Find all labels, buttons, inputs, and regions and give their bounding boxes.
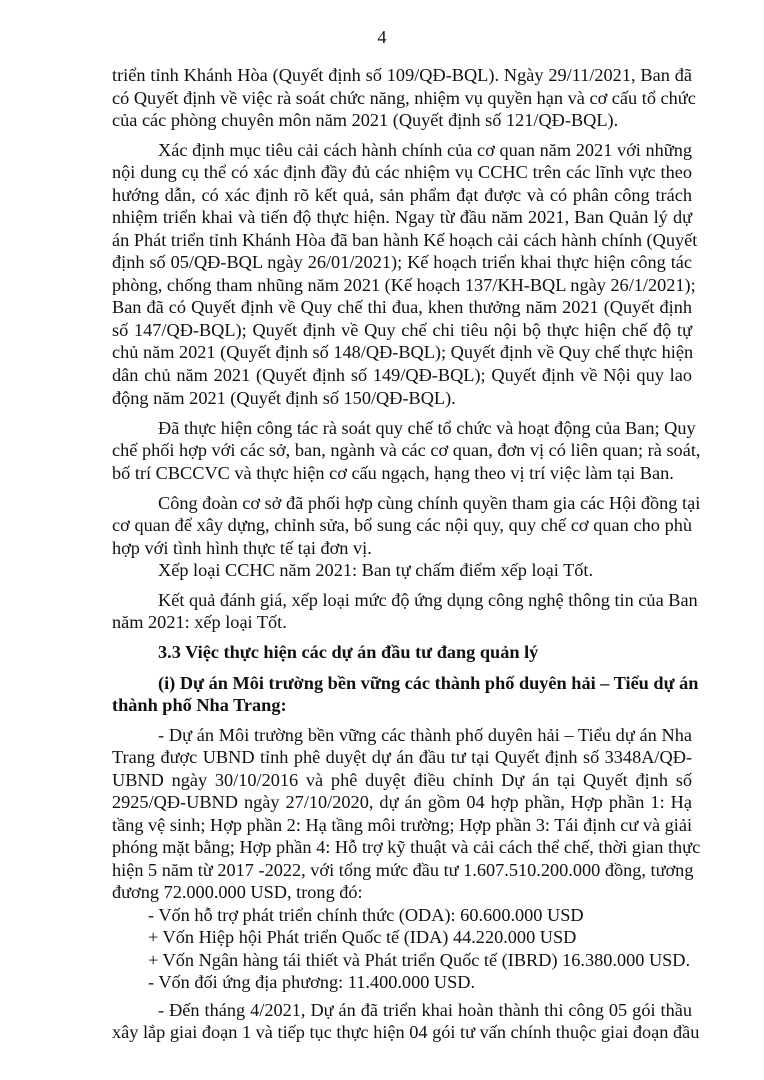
paragraph-first-line: Xếp loại CCHC năm 2021: Ban tự chấm điểm xếp loại Tốt. xyxy=(158,560,594,580)
funding-list-item: + Vốn Hiệp hội Phát triển Quốc tế (IDA) 44.220.000 USD xyxy=(148,927,577,947)
text-line: xây lắp giai đoạn 1 và tiếp tục thực hiện 04 gói tư vấn chính thuộc giai đoạn đầu xyxy=(112,1022,700,1042)
text-line: định số 05/QĐ-BQL ngày 26/01/2021); Kế hoạch triển khai thực hiện công tác xyxy=(112,252,692,272)
paragraph-first-line: - Dự án Môi trường bền vững các thành phố duyên hải – Tiểu dự án Nha xyxy=(158,725,692,745)
text-line: chế phối hợp với các sở, ban, ngành và các cơ quan, đơn vị có liên quan; rà soát, xyxy=(112,440,701,460)
paragraph-first-line: Công đoàn cơ sở đã phối hợp cùng chính quyền tham gia các Hội đồng tại xyxy=(158,493,701,513)
text-line: án Phát triển tỉnh Khánh Hòa đã ban hành Kế hoạch cải cách hành chính (Quyết xyxy=(112,230,698,250)
text-line: tầng vệ sinh; Hợp phần 2: Hạ tầng môi trường; Hợp phần 3: Tái định cư và giải xyxy=(112,815,693,835)
page-number: 4 xyxy=(377,27,387,47)
text-line: UBND ngày 30/10/2016 và phê duyệt điều chỉnh Dự án tại Quyết định số xyxy=(112,770,692,790)
text-line: 2925/QĐ-UBND ngày 27/10/2020, dự án gồm 04 hợp phần, Hợp phần 1: Hạ xyxy=(112,792,692,812)
text-line: bố trí CBCCVC và thực hiện cơ cấu ngạch, hạng theo vị trí việc làm tại Ban. xyxy=(112,463,674,483)
text-line: số 147/QĐ-BQL); Quyết định về Quy chế chi tiêu nội bộ thực hiện chế độ tự xyxy=(112,320,692,340)
text-line: đương 72.000.000 USD, trong đó: xyxy=(112,882,363,902)
text-line: của các phòng chuyên môn năm 2021 (Quyết định số 121/QĐ-BQL). xyxy=(112,110,619,130)
text-line: chủ năm 2021 (Quyết định số 148/QĐ-BQL); Quyết định về Quy chế thực hiện xyxy=(112,342,694,362)
paragraph-first-line: Đã thực hiện công tác rà soát quy chế tổ chức và hoạt động của Ban; Quy xyxy=(158,418,696,438)
text-line: triển tỉnh Khánh Hòa (Quyết định số 109/QĐ-BQL). Ngày 29/11/2021, Ban đã xyxy=(112,65,692,85)
subsection-heading: (i) Dự án Môi trường bền vững các thành phố duyên hải – Tiểu dự án xyxy=(158,673,699,693)
section-heading: 3.3 Việc thực hiện các dự án đầu tư đang quản lý xyxy=(158,642,539,662)
text-line: hợp với tình hình thực tế tại đơn vị. xyxy=(112,538,372,558)
text-line: phòng, chống tham nhũng năm 2021 (Kế hoạch 137/KH-BQL ngày 26/1/2021); xyxy=(112,275,696,295)
paragraph-first-line: Xác định mục tiêu cải cách hành chính của cơ quan năm 2021 với những xyxy=(158,140,692,160)
paragraph-first-line: - Đến tháng 4/2021, Dự án đã triển khai hoàn thành thi công 05 gói thầu xyxy=(158,1000,692,1020)
text-line: Ban đã có Quyết định về Quy chế thi đua, khen thưởng năm 2021 (Quyết định xyxy=(112,297,692,317)
funding-list-item: - Vốn đối ứng địa phương: 11.400.000 USD. xyxy=(148,972,476,992)
text-line: phóng mặt bằng; Hợp phần 4: Hỗ trợ kỹ thuật và cải cách thể chế, thời gian thực xyxy=(112,837,701,857)
funding-list-item: + Vốn Ngân hàng tái thiết và Phát triển Quốc tế (IBRD) 16.380.000 USD. xyxy=(148,950,691,970)
text-line: hướng dẫn, có xác định rõ kết quả, sản phẩm đạt được và có phân công trách xyxy=(112,185,692,205)
text-line: có Quyết định về việc rà soát chức năng, nhiệm vụ quyền hạn và cơ cấu tổ chức xyxy=(112,88,696,108)
text-line: Trang được UBND tỉnh phê duyệt dự án đầu tư tại Quyết định số 3348A/QĐ- xyxy=(112,747,692,767)
paragraph-first-line: Kết quả đánh giá, xếp loại mức độ ứng dụng công nghệ thông tin của Ban xyxy=(158,590,698,610)
text-line: cơ quan để xây dựng, chỉnh sửa, bổ sung các nội quy, quy chế cơ quan cho phù xyxy=(112,515,692,535)
text-line: năm 2021: xếp loại Tốt. xyxy=(112,612,287,632)
subsection-heading: thành phố Nha Trang: xyxy=(112,695,287,715)
text-line: dân chủ năm 2021 (Quyết định số 149/QĐ-BQL); Quyết định về Nội quy lao xyxy=(112,365,692,385)
text-line: động năm 2021 (Quyết định số 150/QĐ-BQL). xyxy=(112,388,456,408)
text-line: hiện 5 năm từ 2017 -2022, với tổng mức đầu tư 1.607.510.200.000 đồng, tương xyxy=(112,860,694,880)
funding-list-item: - Vốn hỗ trợ phát triển chính thức (ODA): 60.600.000 USD xyxy=(148,905,584,925)
text-line: nhiệm triển khai và tiến độ thực hiện. Ngay từ đầu năm 2021, Ban Quản lý dự xyxy=(112,207,692,227)
text-line: nội dung cụ thể có xác định đầy đủ các nhiệm vụ CCHC trên các lĩnh vực theo xyxy=(112,162,692,182)
